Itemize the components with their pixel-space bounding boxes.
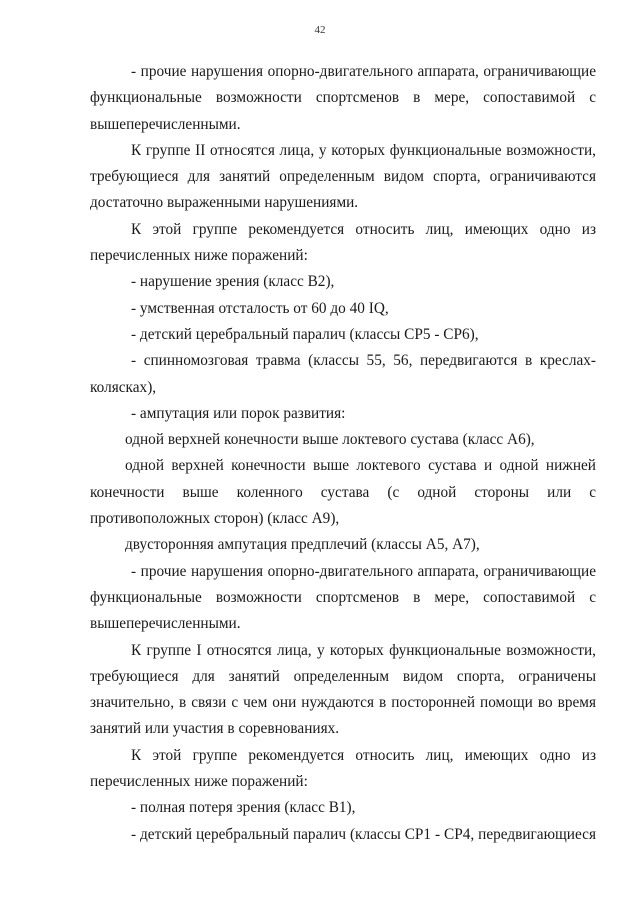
text-line: значительно, в связи с чем они нуждаются в посторонней помощи во время: [90, 694, 596, 712]
text-line: - ампутация или порок развития:: [131, 404, 346, 422]
text-line: К группе I относятся лица, у которых функциональные возможности,: [131, 641, 596, 659]
text-line: занятий или участия в соревнованиях.: [90, 720, 340, 738]
text-line: конечности выше коленного сустава (с одной стороны или с: [90, 483, 596, 501]
page-number: 42: [314, 24, 326, 36]
text-line: - детский церебральный паралич (классы СР5 - СР6),: [131, 325, 479, 343]
text-line: перечисленных ниже поражений:: [90, 773, 308, 791]
text-line: - детский церебральный паралич (классы СР1 - СР4, передвигающиеся: [131, 825, 596, 843]
text-line: - умственная отсталость от 60 до 40 IQ,: [131, 299, 389, 317]
text-line: вышеперечисленными.: [90, 615, 241, 633]
text-line: К этой группе рекомендуется относить лиц, имеющих одно из: [131, 220, 596, 238]
text-line: противоположных сторон) (класс А9),: [90, 510, 340, 528]
text-line: К группе II относятся лица, у которых функциональные возможности,: [131, 141, 596, 159]
body-text: [90, 59, 596, 848]
text-line: достаточно выраженными нарушениями.: [90, 194, 359, 212]
text-line: вышеперечисленными.: [90, 115, 241, 133]
text-line: двусторонняя ампутация предплечий (классы А5, А7),: [125, 536, 480, 554]
text-line: колясках),: [90, 378, 157, 396]
text-line: - прочие нарушения опорно-двигательного аппарата, ограничивающие: [131, 63, 596, 80]
text-line: одной верхней конечности выше локтевого сустава (класс А6),: [125, 431, 535, 449]
text-line: - нарушение зрения (класс В2),: [131, 273, 335, 291]
text-line: перечисленных ниже поражений:: [90, 247, 308, 265]
text-line: функциональные возможности спортсменов в мере, сопоставимой с: [90, 588, 596, 606]
text-line: К этой группе рекомендуется относить лиц, имеющих одно из: [131, 746, 596, 764]
text-line: функциональные возможности спортсменов в мере, сопоставимой с: [90, 89, 596, 107]
text-line: одной верхней конечности выше локтевого сустава и одной нижней: [125, 457, 596, 475]
text-line: - спинномозговая травма (классы 55, 56, передвигаются в креслах-: [131, 352, 596, 370]
text-line: - полная потеря зрения (класс В1),: [131, 799, 356, 817]
text-line: требующиеся для занятий определенным видом спорта, ограничиваются: [90, 168, 596, 186]
text-line: требующиеся для занятий определенным видом спорта, ограничены: [90, 667, 596, 685]
text-line: - прочие нарушения опорно-двигательного аппарата, ограничивающие: [131, 562, 596, 580]
